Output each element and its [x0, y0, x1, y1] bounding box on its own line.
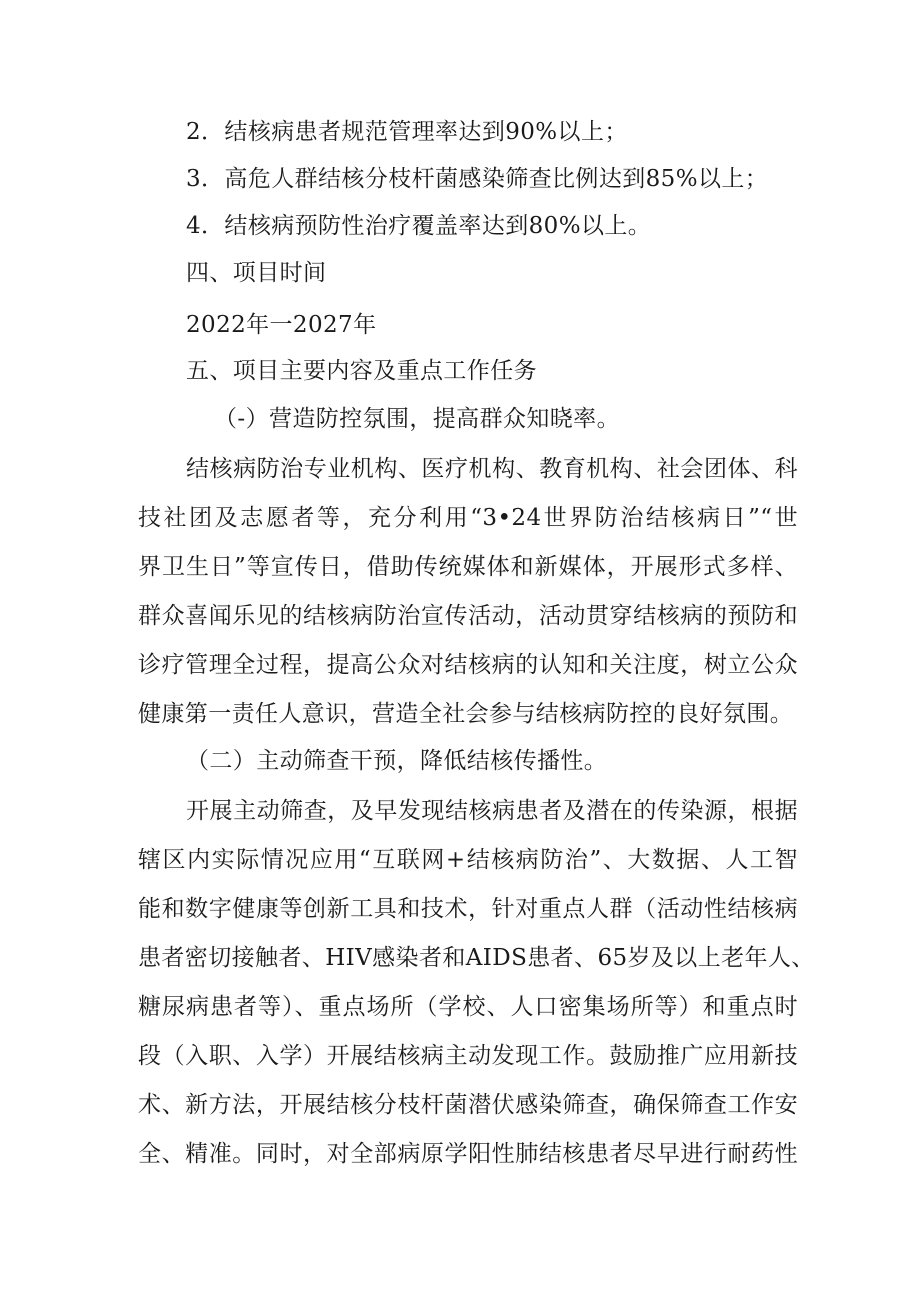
paragraph-line: 辖区内实际情况应用“互联网+结核病防治”、大数据、人工智 [138, 847, 798, 873]
section-heading-main-content: 五、项目主要内容及重点工作任务 [186, 358, 537, 384]
list-item-target-2: 2．结核病患者规范管理率达到90%以上； [186, 119, 628, 145]
subheading-prevention-atmosphere: （-）营造防控氛围，提高群众知晓率。 [214, 406, 620, 432]
section-heading-project-time: 四、项目时间 [186, 260, 327, 286]
paragraph-line: 群众喜闻乐见的结核病防治宣传活动，活动贯穿结核病的预防和 [138, 603, 798, 629]
subheading-active-screening: （二）主动筛查干预，降低结核传播性。 [186, 748, 608, 774]
paragraph-line: 患者密切接触者、HIV感染者和AIDS患者、65岁及以上老年人、 [138, 945, 815, 971]
paragraph-line: 糖尿病患者等）、重点场所（学校、人口密集场所等）和重点时 [138, 994, 798, 1020]
paragraph-line: 技社团及志愿者等，充分利用“3•24世界防治结核病日”“世 [138, 505, 798, 531]
project-time-range: 2022年一2027年 [186, 312, 377, 338]
list-item-target-4: 4．结核病预防性治疗覆盖率达到80%以上。 [186, 213, 652, 239]
paragraph-line: 术、新方法，开展结核分枝杆菌潜伏感染筛查，确保筛查工作安 [138, 1092, 798, 1118]
paragraph-line: 段（入职、入学）开展结核病主动发现工作。鼓励推广应用新技 [138, 1043, 798, 1069]
paragraph-line: 诊疗管理全过程，提高公众对结核病的认知和关注度，树立公众 [138, 652, 798, 678]
paragraph-line: 结核病防治专业机构、医疗机构、教育机构、社会团体、科 [186, 456, 798, 482]
list-item-target-3: 3．高危人群结核分枝杆菌感染筛查比例达到85%以上； [186, 166, 769, 192]
paragraph-line: 开展主动筛查，及早发现结核病患者及潜在的传染源，根据 [186, 798, 798, 824]
paragraph-line: 界卫生日”等宣传日，借助传统媒体和新媒体，开展形式多样、 [138, 554, 798, 580]
paragraph-line: 全、精准。同时，对全部病原学阳性肺结核患者尽早进行耐药性 [138, 1141, 798, 1167]
paragraph-line: 健康第一责任人意识，营造全社会参与结核病防控的良好氛围。 [138, 701, 794, 727]
paragraph-line: 能和数字健康等创新工具和技术，针对重点人群（活动性结核病 [138, 896, 798, 922]
